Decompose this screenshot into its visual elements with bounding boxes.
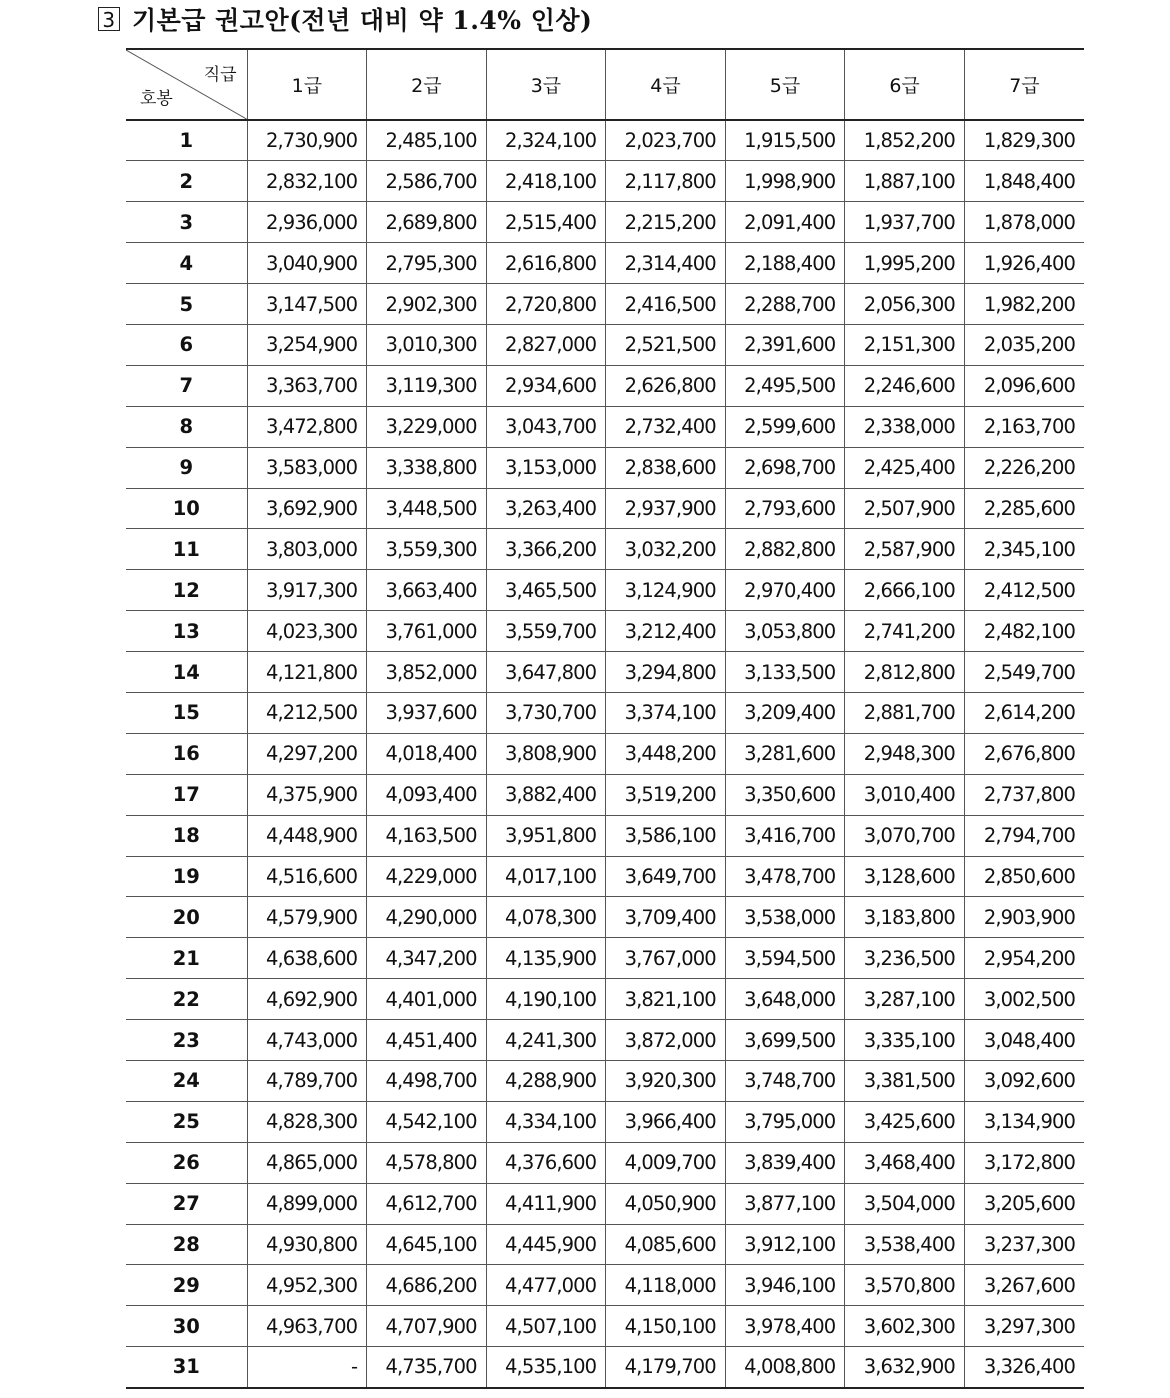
header-grade-2: 2급: [367, 49, 487, 120]
salary-cell: 3,338,800: [367, 447, 487, 488]
salary-cell: 2,720,800: [486, 284, 606, 325]
table-row: [126, 202, 1084, 243]
salary-cell: 3,504,000: [845, 1183, 965, 1224]
header-grade-label: 직급: [203, 65, 237, 85]
salary-cell: 4,930,800: [247, 1224, 367, 1265]
title-text: 기본급 권고안(전년 대비 약 1.4% 인상): [132, 6, 593, 35]
salary-cell: 4,297,200: [247, 733, 367, 774]
salary-cell: 3,602,300: [845, 1306, 965, 1347]
salary-cell: 3,468,400: [845, 1142, 965, 1183]
salary-cell: 2,226,200: [964, 447, 1084, 488]
step-cell: 23: [126, 1020, 247, 1061]
salary-cell: 2,599,600: [725, 406, 845, 447]
salary-cell: 2,881,700: [845, 692, 965, 733]
salary-cell: 3,119,300: [367, 365, 487, 406]
salary-cell: 4,334,100: [486, 1101, 606, 1142]
step-cell: 7: [126, 365, 247, 406]
salary-cell: 3,294,800: [606, 652, 726, 693]
salary-cell: 3,153,000: [486, 447, 606, 488]
step-cell: 11: [126, 529, 247, 570]
salary-cell: 4,507,100: [486, 1306, 606, 1347]
salary-cell: 4,578,800: [367, 1142, 487, 1183]
salary-cell: 2,345,100: [964, 529, 1084, 570]
header-grade-4: 4급: [606, 49, 726, 120]
step-cell: 30: [126, 1306, 247, 1347]
salary-cell: 3,538,400: [845, 1224, 965, 1265]
salary-cell: 3,709,400: [606, 897, 726, 938]
salary-cell: 4,085,600: [606, 1224, 726, 1265]
salary-cell: 3,048,400: [964, 1020, 1084, 1061]
salary-cell: 4,692,900: [247, 979, 367, 1020]
salary-cell: 2,507,900: [845, 488, 965, 529]
salary-cell: 2,794,700: [964, 815, 1084, 856]
salary-cell: 2,832,100: [247, 161, 367, 202]
salary-cell: 4,018,400: [367, 733, 487, 774]
step-cell: 8: [126, 406, 247, 447]
salary-cell: 2,937,900: [606, 488, 726, 529]
salary-cell: 2,023,700: [606, 120, 726, 161]
salary-cell: 4,375,900: [247, 774, 367, 815]
step-cell: 9: [126, 447, 247, 488]
step-cell: 25: [126, 1101, 247, 1142]
step-cell: 3: [126, 202, 247, 243]
salary-cell: 2,246,600: [845, 365, 965, 406]
salary-cell: 3,465,500: [486, 570, 606, 611]
salary-cell: 1,852,200: [845, 120, 965, 161]
salary-cell: 4,135,900: [486, 938, 606, 979]
table-row: [126, 1020, 1084, 1061]
salary-cell: 4,579,900: [247, 897, 367, 938]
salary-cell: 4,638,600: [247, 938, 367, 979]
header-grade-1: 1급: [247, 49, 367, 120]
salary-cell: 4,179,700: [606, 1347, 726, 1388]
salary-cell: 2,285,600: [964, 488, 1084, 529]
salary-cell: 2,698,700: [725, 447, 845, 488]
step-cell: 21: [126, 938, 247, 979]
step-cell: 28: [126, 1224, 247, 1265]
table-row: [126, 324, 1084, 365]
salary-cell: 4,150,100: [606, 1306, 726, 1347]
salary-cell: 3,287,100: [845, 979, 965, 1020]
salary-cell: 4,542,100: [367, 1101, 487, 1142]
salary-cell: 4,190,100: [486, 979, 606, 1020]
salary-cell: 3,425,600: [845, 1101, 965, 1142]
salary-cell: 4,163,500: [367, 815, 487, 856]
salary-cell: 4,241,300: [486, 1020, 606, 1061]
salary-cell: 3,212,400: [606, 611, 726, 652]
salary-cell: 3,448,200: [606, 733, 726, 774]
salary-table: [126, 48, 1084, 1389]
salary-cell: 3,917,300: [247, 570, 367, 611]
salary-cell: 1,937,700: [845, 202, 965, 243]
salary-cell: 4,347,200: [367, 938, 487, 979]
table-row: [126, 488, 1084, 529]
salary-cell: 3,649,700: [606, 856, 726, 897]
salary-cell: 4,828,300: [247, 1101, 367, 1142]
salary-cell: 4,477,000: [486, 1265, 606, 1306]
step-cell: 13: [126, 611, 247, 652]
salary-cell: 2,056,300: [845, 284, 965, 325]
salary-cell: 2,730,900: [247, 120, 367, 161]
salary-cell: 3,748,700: [725, 1060, 845, 1101]
salary-cell: 3,335,100: [845, 1020, 965, 1061]
salary-cell: 2,515,400: [486, 202, 606, 243]
salary-cell: 3,730,700: [486, 692, 606, 733]
salary-cell: 3,472,800: [247, 406, 367, 447]
salary-cell: 4,686,200: [367, 1265, 487, 1306]
salary-cell: 1,887,100: [845, 161, 965, 202]
header-grade-7: 7급: [964, 49, 1084, 120]
salary-cell: 4,743,000: [247, 1020, 367, 1061]
salary-cell: 3,821,100: [606, 979, 726, 1020]
salary-cell: 2,676,800: [964, 733, 1084, 774]
salary-cell: 3,416,700: [725, 815, 845, 856]
step-cell: 4: [126, 243, 247, 284]
step-cell: 2: [126, 161, 247, 202]
salary-cell: 3,538,000: [725, 897, 845, 938]
section-number-box: 3: [98, 7, 120, 31]
salary-cell: 2,795,300: [367, 243, 487, 284]
table-row: [126, 733, 1084, 774]
salary-cell: 2,549,700: [964, 652, 1084, 693]
salary-cell: 4,707,900: [367, 1306, 487, 1347]
salary-cell: 2,314,400: [606, 243, 726, 284]
salary-cell: 2,117,800: [606, 161, 726, 202]
salary-cell: 3,808,900: [486, 733, 606, 774]
table-row: [126, 570, 1084, 611]
salary-cell: 3,699,500: [725, 1020, 845, 1061]
salary-cell: 4,093,400: [367, 774, 487, 815]
step-cell: 17: [126, 774, 247, 815]
salary-cell: 2,732,400: [606, 406, 726, 447]
table-row: [126, 161, 1084, 202]
salary-cell: 3,236,500: [845, 938, 965, 979]
salary-cell: 3,040,900: [247, 243, 367, 284]
salary-cell: 3,586,100: [606, 815, 726, 856]
table-row: [126, 1060, 1084, 1101]
salary-cell: 3,326,400: [964, 1347, 1084, 1388]
salary-cell: 3,912,100: [725, 1224, 845, 1265]
salary-cell: 4,121,800: [247, 652, 367, 693]
header-grade-3: 3급: [486, 49, 606, 120]
step-cell: 24: [126, 1060, 247, 1101]
salary-cell: 2,936,000: [247, 202, 367, 243]
salary-cell: 3,559,300: [367, 529, 487, 570]
salary-cell: 1,998,900: [725, 161, 845, 202]
table-row: [126, 692, 1084, 733]
table-row: [126, 979, 1084, 1020]
salary-cell: 3,267,600: [964, 1265, 1084, 1306]
step-cell: 26: [126, 1142, 247, 1183]
salary-cell: 4,411,900: [486, 1183, 606, 1224]
salary-cell: 3,872,000: [606, 1020, 726, 1061]
step-cell: 6: [126, 324, 247, 365]
salary-cell: 2,689,800: [367, 202, 487, 243]
salary-cell: 3,519,200: [606, 774, 726, 815]
table-row: [126, 529, 1084, 570]
salary-cell: 2,882,800: [725, 529, 845, 570]
salary-cell: 4,789,700: [247, 1060, 367, 1101]
salary-cell: 2,812,800: [845, 652, 965, 693]
step-cell: 22: [126, 979, 247, 1020]
header-corner-cell: [126, 49, 247, 120]
salary-cell: 2,482,100: [964, 611, 1084, 652]
salary-cell: 2,838,600: [606, 447, 726, 488]
table-header-row: [126, 49, 1084, 120]
salary-cell: 2,616,800: [486, 243, 606, 284]
salary-cell: 2,416,500: [606, 284, 726, 325]
header-grade-6: 6급: [845, 49, 965, 120]
table-row: [126, 774, 1084, 815]
salary-cell: 3,237,300: [964, 1224, 1084, 1265]
salary-cell: 3,350,600: [725, 774, 845, 815]
step-cell: 10: [126, 488, 247, 529]
salary-cell: 2,391,600: [725, 324, 845, 365]
table-row: [126, 897, 1084, 938]
salary-cell: 1,995,200: [845, 243, 965, 284]
salary-cell: 4,017,100: [486, 856, 606, 897]
salary-cell: 2,418,100: [486, 161, 606, 202]
step-cell: 27: [126, 1183, 247, 1224]
salary-cell: 2,626,800: [606, 365, 726, 406]
table-row: [126, 938, 1084, 979]
salary-cell: 4,401,000: [367, 979, 487, 1020]
salary-cell: 3,448,500: [367, 488, 487, 529]
salary-cell: 3,632,900: [845, 1347, 965, 1388]
salary-cell: 4,050,900: [606, 1183, 726, 1224]
salary-cell: 3,070,700: [845, 815, 965, 856]
salary-cell: 3,133,500: [725, 652, 845, 693]
salary-cell: 2,035,200: [964, 324, 1084, 365]
table-row: [126, 1306, 1084, 1347]
salary-cell: 3,205,600: [964, 1183, 1084, 1224]
step-cell: 31: [126, 1347, 247, 1388]
salary-cell: 2,151,300: [845, 324, 965, 365]
salary-cell: 3,648,000: [725, 979, 845, 1020]
salary-cell: 2,096,600: [964, 365, 1084, 406]
salary-cell: 1,829,300: [964, 120, 1084, 161]
salary-cell: 3,183,800: [845, 897, 965, 938]
salary-cell: 3,229,000: [367, 406, 487, 447]
salary-cell: 4,451,400: [367, 1020, 487, 1061]
document-title: [98, 2, 592, 36]
salary-cell: 2,586,700: [367, 161, 487, 202]
salary-cell: 2,954,200: [964, 938, 1084, 979]
salary-cell: 3,937,600: [367, 692, 487, 733]
salary-cell: 3,594,500: [725, 938, 845, 979]
salary-cell: 4,645,100: [367, 1224, 487, 1265]
salary-cell: 2,412,500: [964, 570, 1084, 611]
salary-cell: 3,297,300: [964, 1306, 1084, 1347]
salary-cell: 3,663,400: [367, 570, 487, 611]
salary-cell: 3,172,800: [964, 1142, 1084, 1183]
salary-cell: 4,612,700: [367, 1183, 487, 1224]
salary-cell: 4,212,500: [247, 692, 367, 733]
salary-cell: 3,092,600: [964, 1060, 1084, 1101]
salary-cell: 3,767,000: [606, 938, 726, 979]
salary-cell: 3,877,100: [725, 1183, 845, 1224]
salary-cell: 3,647,800: [486, 652, 606, 693]
table-row: [126, 856, 1084, 897]
salary-cell: 4,288,900: [486, 1060, 606, 1101]
step-cell: 29: [126, 1265, 247, 1306]
salary-cell: 3,583,000: [247, 447, 367, 488]
step-cell: 14: [126, 652, 247, 693]
table-row: [126, 1347, 1084, 1388]
salary-cell: 4,963,700: [247, 1306, 367, 1347]
table-row: [126, 815, 1084, 856]
salary-cell: 3,053,800: [725, 611, 845, 652]
salary-cell: 2,850,600: [964, 856, 1084, 897]
salary-cell: 2,485,100: [367, 120, 487, 161]
salary-cell: 2,587,900: [845, 529, 965, 570]
table-row: [126, 1224, 1084, 1265]
salary-cell: 3,002,500: [964, 979, 1084, 1020]
salary-cell: 4,899,000: [247, 1183, 367, 1224]
step-cell: 12: [126, 570, 247, 611]
salary-cell: 3,363,700: [247, 365, 367, 406]
salary-cell: 4,078,300: [486, 897, 606, 938]
salary-cell: 2,948,300: [845, 733, 965, 774]
table-row: [126, 120, 1084, 161]
salary-cell: 3,978,400: [725, 1306, 845, 1347]
salary-cell: 4,448,900: [247, 815, 367, 856]
salary-cell: -: [247, 1347, 367, 1388]
salary-cell: 2,793,600: [725, 488, 845, 529]
salary-cell: 4,229,000: [367, 856, 487, 897]
salary-cell: 4,445,900: [486, 1224, 606, 1265]
salary-cell: 3,570,800: [845, 1265, 965, 1306]
salary-cell: 1,982,200: [964, 284, 1084, 325]
table-row: [126, 243, 1084, 284]
table-row: [126, 365, 1084, 406]
salary-cell: 3,951,800: [486, 815, 606, 856]
salary-cell: 4,535,100: [486, 1347, 606, 1388]
salary-cell: 2,091,400: [725, 202, 845, 243]
salary-cell: 3,761,000: [367, 611, 487, 652]
salary-cell: 3,946,100: [725, 1265, 845, 1306]
step-cell: 20: [126, 897, 247, 938]
salary-cell: 3,281,600: [725, 733, 845, 774]
salary-cell: 4,008,800: [725, 1347, 845, 1388]
salary-cell: 2,903,900: [964, 897, 1084, 938]
salary-cell: 3,381,500: [845, 1060, 965, 1101]
salary-cell: 3,209,400: [725, 692, 845, 733]
salary-cell: 3,366,200: [486, 529, 606, 570]
header-step-label: 호봉: [140, 89, 173, 109]
salary-cell: 2,902,300: [367, 284, 487, 325]
step-cell: 18: [126, 815, 247, 856]
salary-cell: 2,215,200: [606, 202, 726, 243]
table-row: [126, 1142, 1084, 1183]
salary-cell: 1,915,500: [725, 120, 845, 161]
table-row: [126, 284, 1084, 325]
salary-cell: 2,666,100: [845, 570, 965, 611]
salary-cell: 2,741,200: [845, 611, 965, 652]
salary-cell: 3,128,600: [845, 856, 965, 897]
header-grade-5: 5급: [725, 49, 845, 120]
step-cell: 1: [126, 120, 247, 161]
salary-cell: 3,124,900: [606, 570, 726, 611]
salary-cell: 3,852,000: [367, 652, 487, 693]
salary-cell: 4,865,000: [247, 1142, 367, 1183]
salary-cell: 2,970,400: [725, 570, 845, 611]
salary-cell: 3,882,400: [486, 774, 606, 815]
table-row: [126, 1101, 1084, 1142]
table-row: [126, 406, 1084, 447]
salary-cell: 2,425,400: [845, 447, 965, 488]
salary-cell: 4,118,000: [606, 1265, 726, 1306]
salary-cell: 4,290,000: [367, 897, 487, 938]
salary-cell: 3,263,400: [486, 488, 606, 529]
salary-cell: 2,163,700: [964, 406, 1084, 447]
salary-cell: 3,839,400: [725, 1142, 845, 1183]
salary-cell: 4,498,700: [367, 1060, 487, 1101]
salary-cell: 3,920,300: [606, 1060, 726, 1101]
salary-cell: 4,516,600: [247, 856, 367, 897]
step-cell: 5: [126, 284, 247, 325]
salary-cell: 1,926,400: [964, 243, 1084, 284]
salary-cell: 3,374,100: [606, 692, 726, 733]
salary-cell: 2,324,100: [486, 120, 606, 161]
salary-cell: 3,254,900: [247, 324, 367, 365]
salary-cell: 3,795,000: [725, 1101, 845, 1142]
salary-cell: 1,878,000: [964, 202, 1084, 243]
salary-cell: 2,934,600: [486, 365, 606, 406]
salary-cell: 2,614,200: [964, 692, 1084, 733]
salary-cell: 3,478,700: [725, 856, 845, 897]
salary-cell: 3,147,500: [247, 284, 367, 325]
table-row: [126, 1183, 1084, 1224]
salary-cell: 4,009,700: [606, 1142, 726, 1183]
salary-cell: 3,966,400: [606, 1101, 726, 1142]
salary-cell: 4,023,300: [247, 611, 367, 652]
salary-cell: 3,043,700: [486, 406, 606, 447]
salary-cell: 3,010,300: [367, 324, 487, 365]
salary-cell: 2,288,700: [725, 284, 845, 325]
table-row: [126, 447, 1084, 488]
salary-cell: 3,134,900: [964, 1101, 1084, 1142]
step-cell: 16: [126, 733, 247, 774]
salary-cell: 3,032,200: [606, 529, 726, 570]
salary-cell: 2,827,000: [486, 324, 606, 365]
step-cell: 19: [126, 856, 247, 897]
salary-cell: 3,803,000: [247, 529, 367, 570]
salary-cell: 2,338,000: [845, 406, 965, 447]
salary-cell: 2,737,800: [964, 774, 1084, 815]
salary-cell: 4,376,600: [486, 1142, 606, 1183]
salary-cell: 3,559,700: [486, 611, 606, 652]
salary-cell: 4,735,700: [367, 1347, 487, 1388]
salary-cell: 3,010,400: [845, 774, 965, 815]
table-row: [126, 652, 1084, 693]
salary-cell: 1,848,400: [964, 161, 1084, 202]
table-row: [126, 1265, 1084, 1306]
salary-cell: 3,692,900: [247, 488, 367, 529]
salary-cell: 2,495,500: [725, 365, 845, 406]
salary-cell: 2,521,500: [606, 324, 726, 365]
salary-table-body: [126, 120, 1084, 1388]
salary-cell: 4,952,300: [247, 1265, 367, 1306]
step-cell: 15: [126, 692, 247, 733]
salary-cell: 2,188,400: [725, 243, 845, 284]
table-row: [126, 611, 1084, 652]
